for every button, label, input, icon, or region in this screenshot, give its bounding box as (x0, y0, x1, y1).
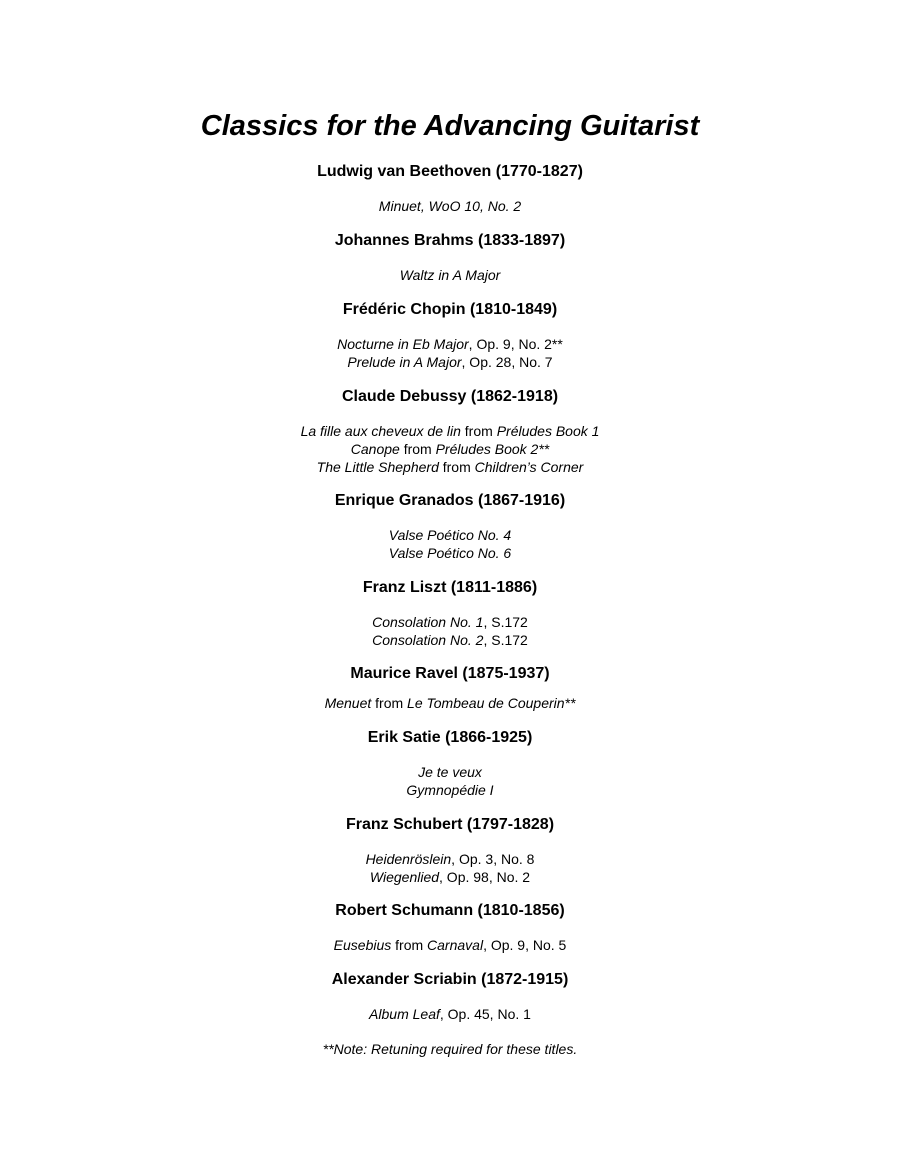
work-item (0, 335, 900, 353)
composer-heading: Erik Satie (1866-1925) (367, 729, 533, 746)
retuning-note: **Note: Retuning required for these titles. (322, 1041, 578, 1057)
work-list (0, 936, 900, 954)
work-detail-text: , Op. 98, No. 2 (439, 869, 531, 885)
work-item (0, 544, 900, 562)
work-detail-text: , Op. 9, No. 5 (483, 937, 567, 953)
work-item (0, 868, 900, 886)
composer-heading: Ludwig van Beethoven (1770-1827) (317, 163, 583, 180)
work-title-text: Préludes Book 1 (496, 423, 600, 439)
composer-heading: Enrique Granados (1867-1916) (334, 492, 566, 509)
work-item (0, 526, 900, 544)
work-item (0, 1005, 900, 1023)
work-title-text: Carnaval (427, 937, 484, 953)
work-title-text: La fille aux cheveux de lin (300, 423, 461, 439)
work-title-text: Eusebius (333, 937, 392, 953)
work-list (0, 197, 900, 215)
work-item (0, 266, 900, 284)
work-item (0, 694, 900, 712)
work-list (0, 850, 900, 886)
work-title-text: Album Leaf (369, 1006, 440, 1022)
composer-heading: Frédéric Chopin (1810-1849) (342, 301, 558, 318)
work-detail-text: from (371, 695, 408, 711)
work-item (0, 458, 900, 476)
work-detail-text: , Op. 45, No. 1 (439, 1006, 531, 1022)
work-title-text: Consolation No. 2 (372, 632, 484, 648)
work-title-text: Canope (350, 441, 400, 457)
work-detail-text: from (460, 423, 497, 439)
work-title-text: Minuet, WoO 10, No. 2 (378, 198, 522, 214)
composer-heading: Claude Debussy (1862-1918) (341, 388, 559, 405)
work-list (0, 613, 900, 649)
work-title-text: Menuet (324, 695, 372, 711)
work-title-text: Préludes Book 2** (435, 441, 550, 457)
work-title-text: Valse Poético No. 6 (388, 545, 512, 561)
work-detail-text: , Op. 9, No. 2** (468, 336, 563, 352)
work-item (0, 631, 900, 649)
work-item (0, 850, 900, 868)
work-title-text: The Little Shepherd (316, 459, 439, 475)
composer-heading: Alexander Scriabin (1872-1915) (331, 971, 569, 988)
work-detail-text: from (391, 937, 428, 953)
composer-heading: Maurice Ravel (1875-1937) (350, 665, 550, 682)
work-detail-text: from (438, 459, 475, 475)
work-title-text: Valse Poético No. 4 (388, 527, 512, 543)
work-item (0, 613, 900, 631)
work-item (0, 936, 900, 954)
work-detail-text: , Op. 3, No. 8 (451, 851, 535, 867)
work-title-text: Le Tombeau de Couperin** (407, 695, 576, 711)
work-title-text: Children’s Corner (474, 459, 584, 475)
work-item (0, 440, 900, 458)
work-title-text: Heidenröslein (365, 851, 452, 867)
work-detail-text: , S.172 (483, 632, 528, 648)
work-title-text: Nocturne in Eb Major (337, 336, 469, 352)
work-title-text: Gymnopédie I (406, 782, 494, 798)
work-list (0, 422, 900, 476)
work-list (0, 335, 900, 371)
work-detail-text: from (399, 441, 436, 457)
work-title-text: Consolation No. 1 (372, 614, 484, 630)
work-list (0, 694, 900, 712)
page-title: Classics for the Advancing Guitarist (200, 110, 700, 142)
composer-heading: Franz Schubert (1797-1828) (345, 816, 555, 833)
work-item (0, 353, 900, 371)
work-item (0, 763, 900, 781)
work-list (0, 526, 900, 562)
work-list (0, 1005, 900, 1023)
work-title-text: Je te veux (418, 764, 482, 780)
work-title-text: Wiegenlied (369, 869, 440, 885)
composer-heading: Franz Liszt (1811-1886) (362, 579, 538, 596)
work-item (0, 781, 900, 799)
composer-heading: Johannes Brahms (1833-1897) (334, 232, 566, 249)
composer-heading: Robert Schumann (1810-1856) (335, 902, 565, 919)
work-title-text: Waltz in A Major (399, 267, 501, 283)
work-detail-text: , Op. 28, No. 7 (461, 354, 553, 370)
work-list (0, 763, 900, 799)
work-title-text: Prelude in A Major (347, 354, 462, 370)
work-item (0, 422, 900, 440)
work-list (0, 266, 900, 284)
work-item (0, 197, 900, 215)
work-detail-text: , S.172 (483, 614, 528, 630)
